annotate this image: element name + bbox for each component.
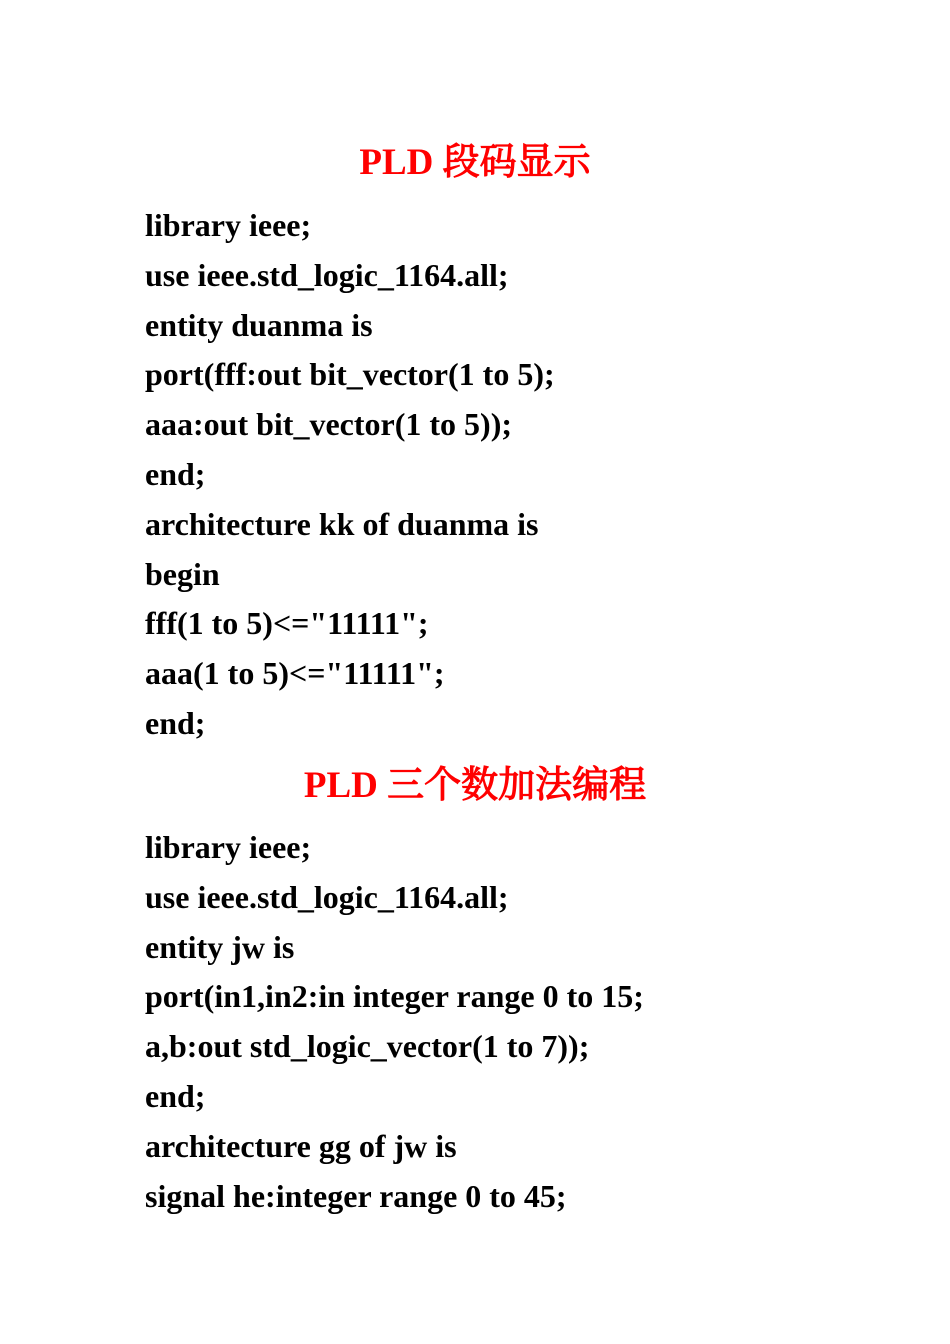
- code-line: architecture kk of duanma is: [145, 505, 539, 542]
- code-block-three-number-addition: [145, 823, 905, 1221]
- code-line: use ieee.std_logic_1164.all;: [145, 878, 509, 915]
- code-line: aaa:out bit_vector(1 to 5));: [145, 406, 512, 443]
- code-line: architecture gg of jw is: [145, 1127, 457, 1164]
- code-line: port(fff:out bit_vector(1 to 5);: [145, 356, 555, 393]
- code-line: library ieee;: [145, 207, 312, 243]
- code-line: end;: [145, 455, 206, 492]
- code-line: end;: [145, 704, 206, 741]
- code-line: port(in1,in2:in integer range 0 to 15;: [145, 978, 644, 1015]
- code-line: a,b:out std_logic_vector(1 to 7));: [145, 1028, 590, 1065]
- section-title-three-number-addition: PLD 三个数加法编程: [303, 765, 647, 806]
- code-line: end;: [145, 1077, 206, 1114]
- code-line: fff(1 to 5)<="11111";: [145, 605, 429, 642]
- code-line: entity jw is: [145, 928, 295, 965]
- code-line: signal he:integer range 0 to 45;: [145, 1177, 567, 1214]
- code-block-segment-display: [145, 201, 905, 749]
- code-line: use ieee.std_logic_1164.all;: [145, 256, 509, 293]
- section-title-segment-display: PLD 段码显示: [359, 142, 591, 183]
- code-line: entity duanma is: [145, 306, 373, 343]
- code-line: library ieee;: [145, 829, 312, 865]
- code-line: begin: [145, 555, 220, 592]
- code-line: aaa(1 to 5)<="11111";: [145, 655, 445, 692]
